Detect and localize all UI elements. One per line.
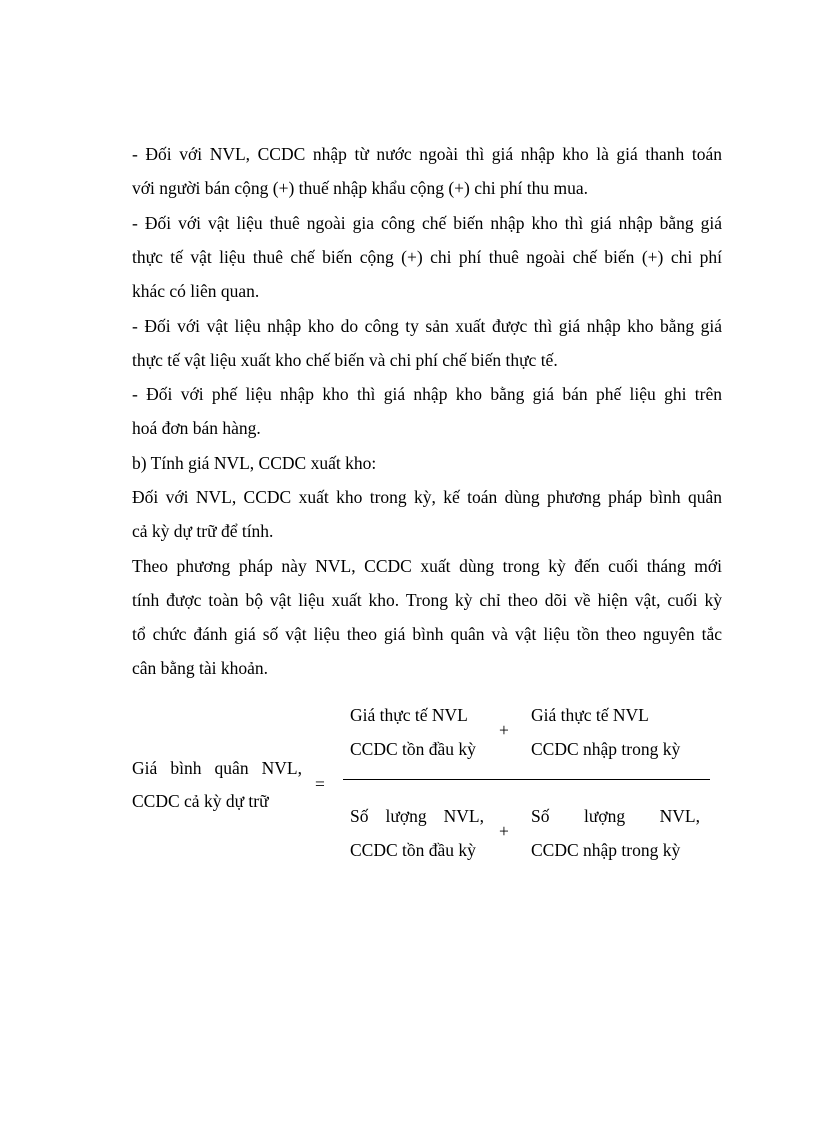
formula-equals: = (315, 774, 325, 794)
paragraph-line: tổ chức đánh giá số vật liệu theo giá bình quân và vật liệu tồn theo nguyên tắc (132, 624, 722, 644)
paragraph-line: khác có liên quan. (132, 281, 260, 301)
paragraph-line: thực tế vật liệu xuất kho chế biến và chi phí chế biến thực tế. (132, 350, 558, 370)
denominator-term1-line1: Số lượng NVL, (350, 806, 484, 826)
paragraph-line: Theo phương pháp này NVL, CCDC xuất dùng trong kỳ đến cuối tháng mới (132, 556, 722, 576)
numerator-plus: + (499, 720, 509, 740)
fraction-bar (343, 779, 710, 780)
denominator-plus: + (499, 821, 509, 841)
paragraph-line: tính được toàn bộ vật liệu xuất kho. Trong kỳ chỉ theo dõi về hiện vật, cuối kỳ (132, 590, 722, 610)
paragraph-line: - Đối với vật liệu thuê ngoài gia công chế biến nhập kho thì giá nhập bằng giá (132, 213, 722, 233)
denominator-term2-line2: CCDC nhập trong kỳ (531, 840, 681, 860)
numerator-term1-line1: Giá thực tế NVL (350, 705, 468, 725)
numerator-term2-line2: CCDC nhập trong kỳ (531, 739, 681, 759)
paragraph-line: cả kỳ dự trữ để tính. (132, 521, 274, 541)
numerator-term1-line2: CCDC tồn đầu kỳ (350, 739, 476, 759)
formula-lhs-line1: Giá bình quân NVL, (132, 758, 302, 778)
paragraph-line: - Đối với NVL, CCDC nhập từ nước ngoài thì giá nhập kho là giá thanh toán (132, 144, 722, 164)
numerator-term2-line1: Giá thực tế NVL (531, 705, 649, 725)
denominator-term1-line2: CCDC tồn đầu kỳ (350, 840, 476, 860)
formula-lhs-line2: CCDC cả kỳ dự trữ (132, 791, 269, 811)
paragraph-line: cân bằng tài khoản. (132, 658, 269, 678)
paragraph-line: với người bán cộng (+) thuế nhập khẩu cộng (+) chi phí thu mua. (132, 178, 588, 198)
paragraph-line: - Đối với phế liệu nhập kho thì giá nhập kho bằng giá bán phế liệu ghi trên (132, 384, 722, 404)
denominator-term2-line1: Số lượng NVL, (531, 806, 700, 826)
paragraph-line: thực tế vật liệu thuê chế biến cộng (+) chi phí thuê ngoài chế biến (+) chi phí (132, 247, 722, 267)
paragraph-line: Đối với NVL, CCDC xuất kho trong kỳ, kế toán dùng phương pháp bình quân (132, 487, 722, 507)
paragraph-line: - Đối với vật liệu nhập kho do công ty sản xuất được thì giá nhập kho bằng giá (132, 316, 722, 336)
paragraph-line: hoá đơn bán hàng. (132, 418, 261, 438)
section-heading: b) Tính giá NVL, CCDC xuất kho: (132, 453, 377, 473)
